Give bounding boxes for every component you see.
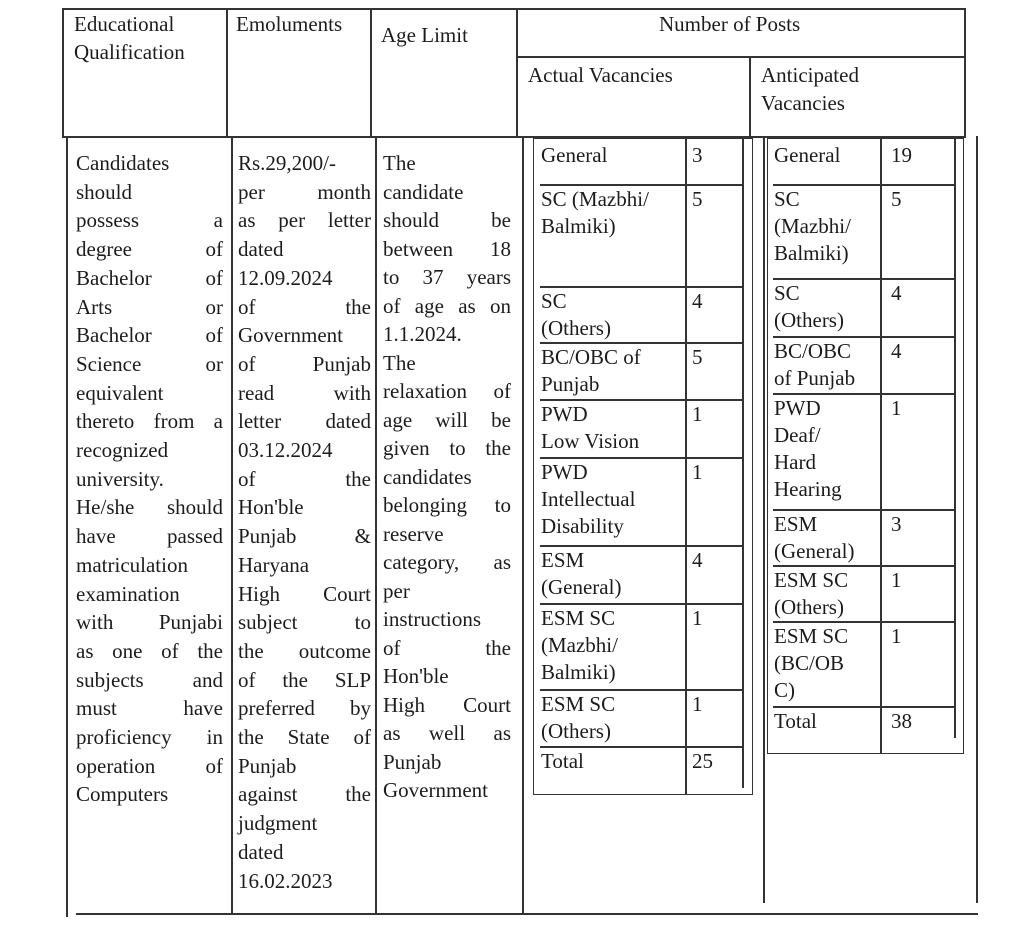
text-word: be — [491, 208, 511, 232]
text-word: the — [238, 638, 264, 663]
vacancy-category: BC/OBC of Punjab — [774, 339, 856, 390]
table-left-border-lower — [66, 136, 68, 917]
text-word: He/she — [76, 495, 135, 520]
text-word: of — [205, 323, 223, 348]
vacancy-row-divider — [773, 565, 954, 567]
text-line: candidates — [383, 464, 472, 489]
text-word: outcome — [298, 638, 371, 663]
text-word: letter — [238, 409, 282, 434]
header-anticipated-vacancies: Anticipated Vacancies — [761, 63, 859, 115]
vacancy-count: 4 — [692, 289, 703, 313]
text-line: recognized — [76, 438, 169, 462]
vacancy-category: ESM SC (Mazbhi/ Balmiki) — [541, 606, 618, 684]
text-word: & — [354, 524, 371, 549]
text-line — [76, 322, 223, 348]
text-word: thereto — [76, 409, 135, 434]
text-line: candidate — [383, 179, 464, 204]
text-line: judgment — [238, 811, 318, 836]
col-divider-1-lower — [231, 137, 233, 914]
text-line: Candidates — [76, 151, 170, 175]
vacancy-category: Total — [774, 709, 817, 733]
text-word: proficiency — [76, 725, 172, 749]
text-word: of — [238, 351, 256, 376]
text-line — [383, 435, 511, 461]
text-word: of — [383, 293, 401, 318]
text-line: examination — [76, 581, 180, 606]
text-line: Haryana — [238, 552, 310, 577]
text-line: reserve — [383, 521, 444, 546]
text-word: month — [317, 179, 371, 204]
vacancy-count: 3 — [692, 143, 703, 167]
text-word: have — [76, 524, 116, 549]
vacancy-category: SC (Mazbhi/ Balmiki) — [541, 187, 649, 238]
text-line: 1.1.2024. — [383, 322, 462, 346]
text-word: Court — [323, 581, 371, 606]
text-word: to — [383, 265, 400, 289]
col-divider-2-lower — [375, 137, 377, 914]
text-word: of — [205, 265, 223, 290]
vacancy-category: ESM (General) — [774, 512, 855, 563]
text-word: subject — [238, 610, 298, 635]
header-emoluments: Emoluments — [236, 12, 343, 36]
vacancy-count: 4 — [891, 339, 902, 363]
text-line — [76, 494, 223, 520]
text-word: degree — [76, 237, 132, 262]
vacancy-category: SC (Mazbhi/ Balmiki) — [774, 187, 851, 265]
vacancy-category: ESM (General) — [541, 548, 622, 599]
text-word: High — [238, 581, 280, 606]
vacancy-count: 25 — [692, 749, 713, 773]
text-line — [76, 351, 223, 377]
text-word: age — [383, 407, 413, 432]
text-line — [238, 408, 371, 434]
text-line — [383, 207, 511, 233]
text-word: with — [76, 610, 114, 635]
text-line: per — [383, 578, 410, 603]
vacancy-row-divider — [773, 621, 954, 623]
text-line — [76, 638, 223, 664]
text-line: 12.09.2024 — [238, 265, 333, 290]
col-divider-2 — [370, 8, 372, 137]
text-line — [238, 609, 371, 635]
text-word: will — [435, 407, 468, 432]
text-line — [383, 407, 511, 433]
text-line — [76, 724, 223, 750]
text-word: Bachelor — [76, 265, 152, 290]
text-line: equivalent — [76, 380, 164, 405]
text-word: operation — [76, 753, 156, 778]
text-line: 03.12.2024 — [238, 438, 333, 462]
vacancy-count: 4 — [891, 281, 902, 305]
text-line: Punjab — [238, 753, 297, 778]
text-word: the — [345, 466, 371, 491]
vacancy-category: PWD Low Vision — [541, 402, 640, 453]
text-word: possess — [76, 208, 140, 233]
vacancy-category: BC/OBC of Punjab — [541, 345, 641, 396]
vacancy-row-divider — [773, 393, 954, 395]
text-word: the — [345, 294, 371, 319]
text-line — [238, 781, 371, 807]
col-divider-4-lower — [763, 137, 765, 903]
vacancy-category: ESM SC (BC/OB C) — [774, 624, 849, 702]
vacancy-count: 4 — [692, 548, 703, 572]
text-line — [238, 638, 371, 664]
text-line: Government — [383, 778, 488, 802]
vacancy-row-divider — [773, 336, 954, 338]
header-age-limit: Age Limit — [381, 23, 468, 47]
text-line — [238, 179, 371, 205]
text-line — [76, 667, 223, 693]
text-line — [238, 695, 371, 721]
col-divider-4 — [749, 56, 751, 137]
text-word: of — [238, 667, 256, 692]
text-line — [76, 294, 223, 320]
text-line: should — [76, 179, 133, 204]
text-line — [383, 635, 511, 661]
text-line — [383, 264, 511, 290]
vacancy-row-divider — [540, 689, 742, 691]
text-word: 37 — [422, 265, 444, 289]
anticipated-shadow-right — [954, 138, 956, 738]
vacancy-category: SC (Others) — [541, 289, 611, 340]
text-word: as — [493, 550, 511, 574]
text-line — [76, 695, 223, 721]
text-word: as — [493, 721, 511, 745]
text-word: State — [287, 725, 330, 749]
text-word: to — [449, 436, 466, 460]
text-word: the — [485, 635, 511, 660]
table-right-border-lower — [976, 136, 978, 903]
vacancy-count: 1 — [692, 692, 703, 716]
text-word: a — [213, 409, 223, 434]
text-line: 16.02.2023 — [238, 868, 333, 893]
vacancy-row-divider — [773, 706, 954, 708]
text-line — [76, 609, 223, 635]
table-right-border — [964, 8, 966, 138]
text-word: or — [205, 351, 223, 376]
text-word: per — [278, 208, 306, 233]
text-line — [76, 236, 223, 262]
text-line — [383, 293, 511, 319]
text-word: passed — [167, 524, 223, 549]
text-line: The — [383, 151, 416, 175]
table-bottom-border — [76, 913, 978, 915]
text-word: as — [238, 208, 256, 233]
anticipated-inner-col-divider — [880, 138, 882, 753]
vacancy-count: 5 — [692, 345, 703, 369]
text-word: be — [491, 407, 511, 432]
vacancy-row-divider — [540, 342, 742, 344]
vacancy-count: 3 — [891, 512, 902, 536]
text-word: Punjab — [312, 351, 371, 376]
col-divider-3-lower — [522, 137, 524, 914]
text-word: 18 — [490, 236, 511, 261]
text-line: Hon'ble — [238, 495, 304, 520]
text-word: Punjabi — [158, 610, 223, 635]
vacancy-count: 1 — [891, 568, 902, 592]
text-word: Arts — [76, 294, 113, 319]
header-actual-vacancies: Actual Vacancies — [528, 63, 673, 87]
text-line: matriculation — [76, 552, 188, 577]
text-word: as — [383, 721, 401, 745]
vacancy-row-divider — [540, 746, 742, 748]
vacancy-count: 5 — [692, 187, 703, 211]
text-word: with — [333, 380, 371, 405]
actual-shadow-right — [742, 138, 744, 788]
table-top-border — [62, 8, 965, 10]
text-word: as — [458, 293, 476, 318]
text-word: the — [282, 667, 308, 692]
vacancy-category: ESM SC (Others) — [541, 692, 616, 743]
text-line — [238, 380, 371, 406]
vacancy-category: SC (Others) — [774, 281, 844, 332]
text-word: between — [383, 236, 453, 261]
text-word: to — [354, 610, 371, 635]
text-word: High — [383, 692, 425, 717]
text-line — [383, 549, 511, 575]
vacancy-row-divider — [540, 457, 742, 459]
text-word: category, — [383, 550, 460, 574]
text-word: of — [205, 237, 223, 262]
text-word: read — [238, 380, 275, 405]
text-word: dated — [325, 409, 371, 434]
vacancy-count: 1 — [891, 624, 902, 648]
text-line — [238, 466, 371, 492]
vacancy-category: Total — [541, 749, 584, 773]
text-line — [76, 753, 223, 779]
vacancy-category: ESM SC (Others) — [774, 568, 849, 619]
text-word: Court — [463, 692, 511, 717]
text-line — [383, 692, 511, 718]
text-line — [238, 581, 371, 607]
text-word: preferred — [238, 696, 315, 721]
vacancy-row-divider — [540, 286, 742, 288]
vacancy-row-divider — [540, 603, 742, 605]
vacancy-count: 19 — [891, 143, 912, 167]
text-word: the — [197, 638, 223, 663]
text-word: should — [383, 208, 440, 232]
table-left-border — [62, 8, 64, 136]
vacancy-count: 5 — [891, 187, 902, 211]
vacancy-row-divider — [540, 545, 742, 547]
vacancy-count: 1 — [692, 460, 703, 484]
text-word: given — [383, 436, 430, 460]
text-line: dated — [238, 839, 284, 864]
text-line — [383, 492, 511, 518]
text-line: Punjab — [383, 749, 442, 774]
text-word: subjects — [76, 667, 144, 692]
text-line: Government — [238, 323, 343, 348]
vacancy-row-divider — [540, 184, 742, 186]
text-word: one — [112, 638, 143, 663]
text-line — [238, 724, 371, 750]
text-word: must — [76, 696, 117, 721]
text-line — [238, 294, 371, 320]
vacancy-row-divider — [773, 278, 954, 280]
text-word: Bachelor — [76, 323, 152, 348]
text-word: belonging — [383, 493, 467, 517]
text-word: should — [166, 495, 223, 520]
text-word: of — [238, 466, 256, 491]
text-word: as — [76, 638, 94, 663]
text-word: SLP — [334, 667, 371, 692]
text-line — [383, 236, 511, 262]
text-line — [76, 265, 223, 291]
text-line — [76, 408, 223, 434]
vacancy-count: 1 — [891, 396, 902, 420]
text-word: of — [353, 725, 371, 749]
text-word: the — [485, 436, 511, 460]
text-word: from — [153, 409, 195, 434]
text-word: Punjab — [238, 524, 297, 549]
text-word: letter — [327, 208, 371, 233]
text-line: dated — [238, 237, 284, 262]
text-line: The — [383, 350, 416, 375]
text-word: age — [414, 293, 444, 318]
text-line — [76, 207, 223, 233]
text-line — [76, 523, 223, 549]
col-divider-1 — [226, 8, 228, 137]
posts-divider — [516, 56, 966, 58]
text-word: the — [238, 725, 264, 749]
vacancy-category: PWD Deaf/ Hard Hearing — [774, 396, 842, 501]
text-word: the — [345, 782, 371, 807]
text-word: against — [238, 782, 298, 807]
text-line — [238, 523, 371, 549]
text-word: on — [490, 293, 511, 318]
header-number-of-posts: Number of Posts — [659, 12, 801, 36]
text-word: of — [205, 753, 223, 778]
text-word: years — [466, 265, 511, 289]
actual-inner-col-divider — [685, 138, 687, 794]
text-word: Science — [76, 351, 142, 376]
text-word: of — [383, 635, 401, 660]
text-line — [238, 667, 371, 693]
vacancy-category: General — [541, 143, 608, 167]
vacancy-count: 38 — [891, 709, 912, 733]
vacancy-row-divider — [773, 509, 954, 511]
text-word: and — [192, 667, 223, 692]
text-line — [383, 720, 511, 746]
text-line: Rs.29,200/- — [238, 151, 337, 175]
text-line: Hon'ble — [383, 664, 449, 688]
text-line — [383, 378, 511, 404]
text-word: of — [161, 638, 179, 663]
text-word: in — [206, 725, 223, 749]
vacancy-row-divider — [773, 184, 954, 186]
text-line: university. — [76, 466, 164, 491]
text-word: of — [238, 294, 256, 319]
text-line: Computers — [76, 782, 169, 807]
text-line — [238, 207, 371, 233]
text-word: by — [350, 696, 371, 721]
vacancy-row-divider — [540, 399, 742, 401]
text-word: have — [183, 696, 223, 721]
vacancy-count: 1 — [692, 606, 703, 630]
vacancy-count: 1 — [692, 402, 703, 426]
text-line — [238, 351, 371, 377]
text-word: per — [238, 179, 265, 204]
vacancy-category: PWD Intellectual Disability — [541, 460, 636, 538]
text-word: a — [213, 208, 223, 233]
text-word: to — [494, 493, 511, 517]
text-word: well — [428, 721, 466, 745]
vacancy-category: General — [774, 143, 841, 167]
text-word: of — [493, 379, 511, 403]
header-qualification: Educational Qualification — [74, 12, 185, 64]
text-word: relaxation — [383, 379, 467, 403]
col-divider-3 — [516, 8, 518, 137]
text-line: instructions — [383, 607, 481, 631]
text-word: or — [205, 294, 223, 319]
